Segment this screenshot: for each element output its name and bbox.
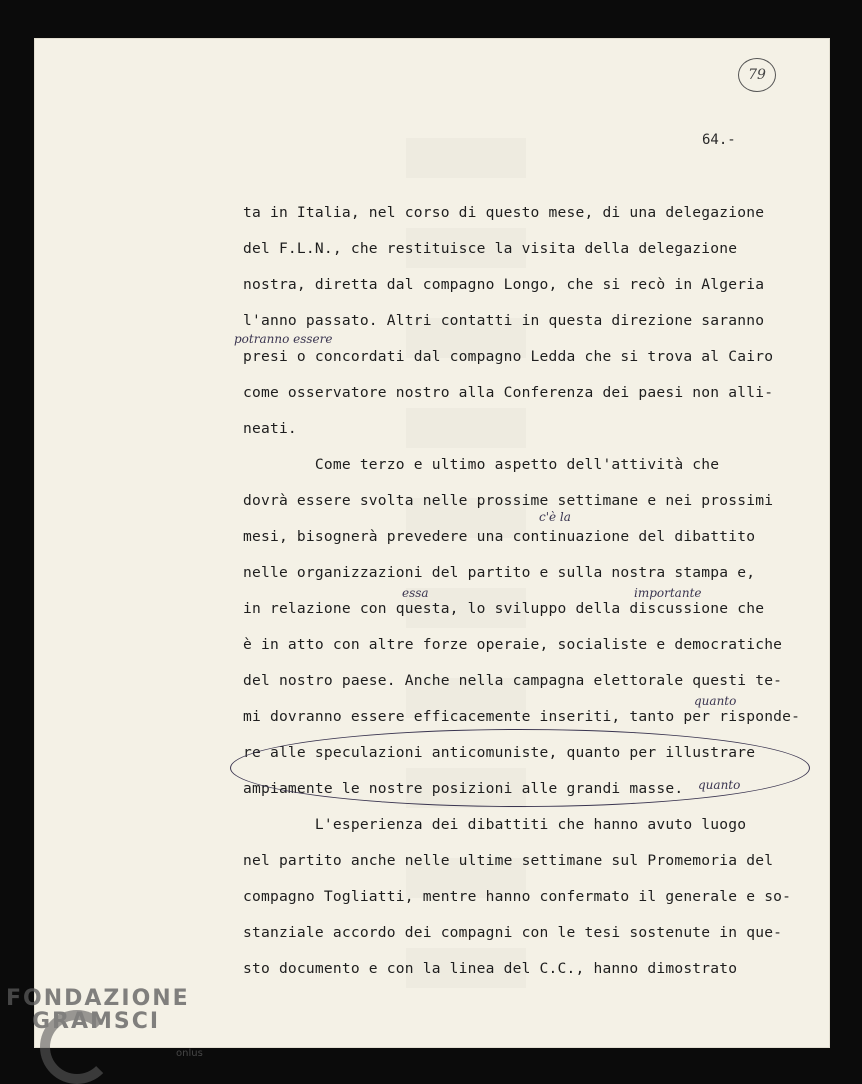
logo-line-2: GRAMSCI — [32, 1009, 161, 1034]
archive-number: 79 — [738, 58, 776, 92]
text-line: mesi, bisognerà prevedere una continuazione del dibattito — [243, 528, 756, 545]
text-line: L'esperienza dei dibattiti che hanno avuto luogo — [243, 816, 747, 833]
text-line: re alle speculazioni anticomuniste, quanto per illustrare — [243, 744, 756, 761]
logo-line-3: onlus — [176, 1048, 203, 1059]
handwritten-annotation: quanto — [694, 694, 737, 708]
text-line: ampiamente le nostre posizioni alle grandi masse. — [243, 780, 684, 797]
handwritten-annotation: importante — [634, 586, 702, 600]
text-line: neati. — [243, 420, 297, 437]
text-line: nelle organizzazioni del partito e sulla nostra stampa e, — [243, 564, 756, 581]
text-line: del F.L.N., che restituisce la visita della delegazione — [243, 240, 738, 257]
logo-g-mark-icon — [40, 1010, 114, 1084]
handwritten-ellipse-mark — [230, 729, 810, 807]
foundation-logo — [6, 986, 203, 1059]
text-line: nel partito anche nelle ultime settimane sul Promemoria del — [243, 852, 774, 869]
text-line: compagno Togliatti, mentre hanno confermato il generale e so- — [243, 888, 792, 905]
text-line: del nostro paese. Anche nella campagna elettorale questi te- — [243, 672, 783, 689]
handwritten-annotation: quanto — [698, 778, 741, 792]
text-line: Come terzo e ultimo aspetto dell'attività che — [243, 456, 720, 473]
text-line: presi o concordati dal compagno Ledda che si trova al Cairo — [243, 348, 774, 365]
text-line: l'anno passato. Altri contatti in questa direzione saranno — [243, 312, 765, 329]
text-line: mi dovranno essere efficacemente inseriti, tanto per risponde- — [243, 708, 801, 725]
page-number: 64.- — [702, 132, 736, 148]
text-line: sto documento e con la linea del C.C., hanno dimostrato — [243, 960, 738, 977]
text-line: come osservatore nostro alla Conferenza dei paesi non alli- — [243, 384, 774, 401]
text-line: stanziale accordo dei compagni con le tesi sostenute in que- — [243, 924, 783, 941]
text-line: in relazione con questa, lo sviluppo della discussione che — [243, 600, 765, 617]
text-line: nostra, diretta dal compagno Longo, che si recò in Algeria — [243, 276, 765, 293]
text-line: è in atto con altre forze operaie, socialiste e democratiche — [243, 636, 783, 653]
text-line: ta in Italia, nel corso di questo mese, di una delegazione — [243, 204, 765, 221]
handwritten-annotation: c'è la — [539, 510, 571, 524]
handwritten-annotation: potranno essere — [234, 332, 333, 346]
handwritten-annotation: essa — [402, 586, 429, 600]
document-page — [34, 38, 830, 1048]
logo-line-1: FONDAZIONE — [6, 986, 190, 1011]
text-line: dovrà essere svolta nelle prossime settimane e nei prossimi — [243, 492, 774, 509]
